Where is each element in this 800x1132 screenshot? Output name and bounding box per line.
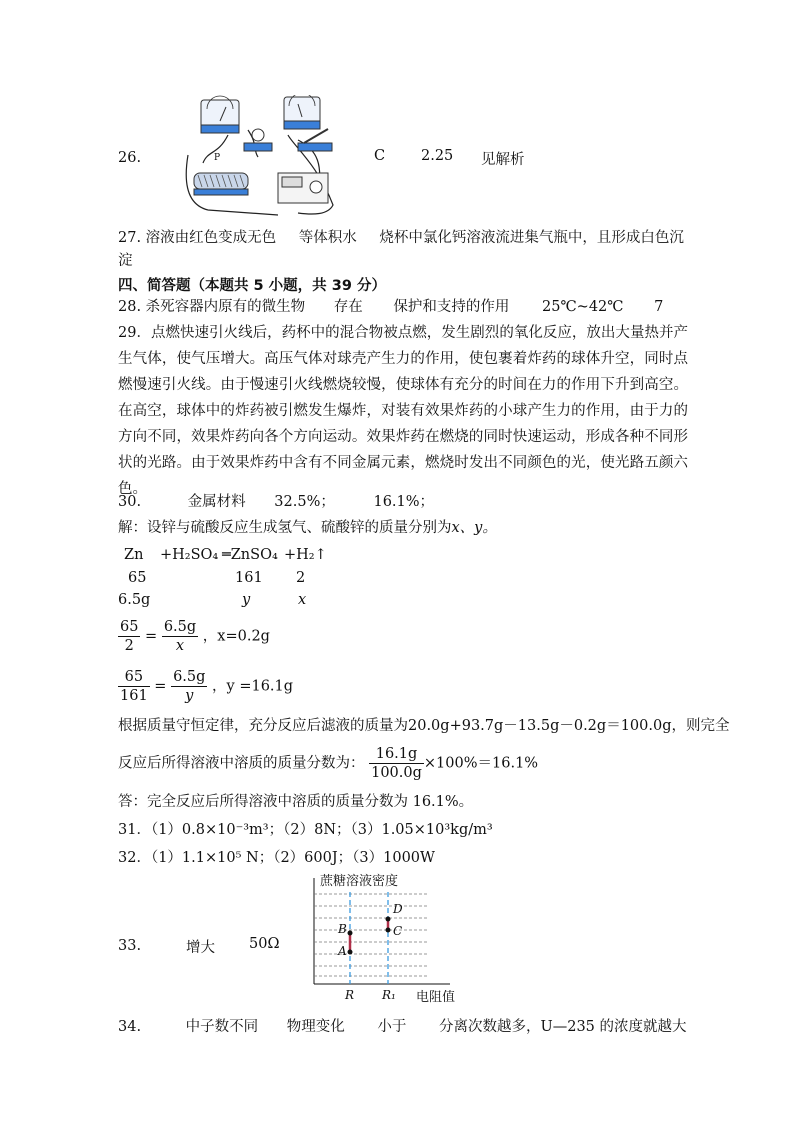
- fraction-den: 100.0g: [371, 765, 422, 781]
- tick-r1: R₁: [382, 988, 396, 1002]
- q27-answer-2: 等体积水: [298, 230, 357, 246]
- q34-answer-2: 物理变化: [286, 1019, 345, 1035]
- q30-solve-text: 解：设锌与硫酸反应生成氢气、硫酸锌的质量分别为: [118, 520, 452, 536]
- q30-fraction-line: [118, 745, 538, 782]
- q30-answer-3: 16.1%；: [373, 494, 435, 510]
- eq-h2: +H₂↑: [284, 547, 327, 563]
- q27-line-1: [118, 228, 684, 248]
- q27-line-2: 淀: [118, 253, 133, 269]
- q28-answer-3: 保护和支持的作用: [393, 299, 510, 315]
- density-resistance-chart: [300, 872, 460, 1004]
- law-expression: 20.0g+93.7g－13.5g－0.2g＝100.0g: [408, 718, 672, 734]
- law-text-2: ，则完全: [671, 718, 730, 734]
- given-6-5g: 6.5g: [118, 592, 151, 608]
- f2-rden: y: [185, 688, 194, 704]
- f1-rnum: 6.5g: [163, 619, 197, 635]
- q28-answer-2: 存在: [333, 299, 363, 315]
- q34-answer-1: 中子数不同: [185, 1019, 259, 1035]
- q26-answer-3: 见解析: [481, 152, 525, 168]
- q30-solve-line: [118, 518, 497, 538]
- q33-number: 33.: [118, 938, 142, 954]
- tick-r: R: [345, 988, 355, 1002]
- q28-answer-4: 25℃~42℃: [542, 299, 624, 315]
- q27-answer-1: 溶液由红色变成无色: [145, 230, 277, 246]
- q33-answer-2: 50Ω: [249, 936, 280, 952]
- label-c: C: [393, 924, 403, 938]
- q34-line: [118, 1017, 687, 1037]
- q26-number: 26.: [118, 150, 142, 166]
- q27-number: 27.: [118, 230, 142, 246]
- point-c: [386, 928, 391, 933]
- q34-answer-3: 小于: [377, 1019, 407, 1035]
- eq-znso4: ═ZnSO₄: [222, 547, 278, 563]
- section-title: 四、简答题（本题共 5 小题，共 39 分）: [118, 278, 386, 294]
- fraction-result: ×100%＝16.1%: [423, 755, 539, 772]
- q26-answer-2: 2.25: [421, 148, 454, 164]
- q28-answer-5: 7: [654, 299, 664, 315]
- unknown-x: x: [298, 592, 307, 608]
- q29-paragraph: 29．点燃快速引火线后，药杯中的混合物被点燃，发生剧烈的氧化反应，放出大量热并产生气体，使气压增大。高压气体对球壳产生力的作用，使包裹着炸药的球体升空，同时点燃慢速引火线。由于慢速引火线燃烧较慢，使球体有充分的时间在力的作用下升到高空。在高空，球体中的炸药被引燃发生爆炸，对装有效果炸药的小球产生力的作用，由于力的方向不同，效果炸药向各个方向运动。效果炸药在燃烧的同时快速运动，形成各种不同形状的光路。由于效果炸药中含有不同金属元素，燃烧时发出不同颜色的光，使光路五颜六色。: [118, 325, 688, 497]
- chart-y-axis-label: 蔗糖溶液密度: [320, 874, 399, 889]
- f2-rnum: 6.5g: [173, 669, 206, 685]
- q28-answer-1: 杀死容器内原有的微生物: [145, 299, 306, 315]
- fraction-num: 16.1g: [369, 745, 424, 764]
- q30-answer: 答：完全反应后所得溶液中溶质的质量分数为 16.1%。: [118, 794, 474, 810]
- f2-result: ，y =16.1g: [212, 678, 294, 695]
- mass-161: 161: [235, 570, 263, 586]
- circuit-diagram: [178, 95, 340, 217]
- q26-answer-1: C: [374, 148, 386, 164]
- q32-line: 32．（1）1.1×10⁵ N；（2）600J；（3）1000W: [118, 850, 435, 866]
- q34-answer-4: 分离次数越多，U—235 的浓度就越大: [439, 1019, 687, 1035]
- q33-answer-1: 增大: [186, 940, 215, 956]
- f2-num: 65: [118, 668, 150, 687]
- label-d: D: [393, 902, 403, 916]
- eq-h2so4: +H₂SO₄: [160, 547, 219, 563]
- q30-number: 30.: [118, 494, 142, 510]
- point-a: [348, 950, 353, 955]
- proportion-2: $\frac{65}{161}$ = $\frac{6.5g}{y}$ ，y =16.1g: [120, 669, 294, 704]
- label-b: B: [338, 922, 347, 936]
- proportion-1: $\frac{65}{2}$ = $\frac{6.5g}{x}$ ，x=0.2g: [120, 619, 270, 654]
- law-text-1: 根据质量守恒定律，充分反应后滤液的质量为: [118, 718, 408, 734]
- mass-2: 2: [296, 570, 306, 586]
- q28-line: [118, 297, 663, 317]
- unknown-y: y: [242, 592, 251, 608]
- fraction-prefix: 反应后所得溶液中溶质的质量分数为：: [118, 755, 365, 772]
- label-a: A: [338, 944, 347, 958]
- q28-number: 28.: [118, 299, 142, 315]
- chart-x-axis-label: 电阻值: [416, 990, 456, 1005]
- f1-rden: x: [175, 638, 185, 654]
- point-b: [348, 931, 353, 936]
- f1-num: 65: [120, 619, 139, 635]
- q30-answer-2: 32.5%；: [274, 494, 335, 510]
- q31-line: 31．（1）0.8×10⁻³m³；（2）8N；（3）1.05×10³kg/m³: [118, 822, 493, 838]
- q30-answer-1: 金属材料: [187, 494, 246, 510]
- f1-den: 2: [124, 638, 134, 654]
- q34-number: 34.: [118, 1019, 142, 1035]
- q27-answer-3: 烧杯中氯化钙溶液流进集气瓶中，且形成白色沉: [379, 230, 684, 246]
- rheostat-label: P: [214, 153, 221, 163]
- f1-result: ，x=0.2g: [202, 628, 270, 645]
- q30-line: [118, 492, 434, 512]
- point-d: [386, 917, 391, 922]
- mass-65: 65: [128, 570, 147, 586]
- q30-law-line: [118, 716, 730, 736]
- q30-vars: x、y。: [451, 520, 497, 536]
- eq-zn: Zn: [124, 547, 144, 563]
- f2-den: 161: [120, 688, 148, 704]
